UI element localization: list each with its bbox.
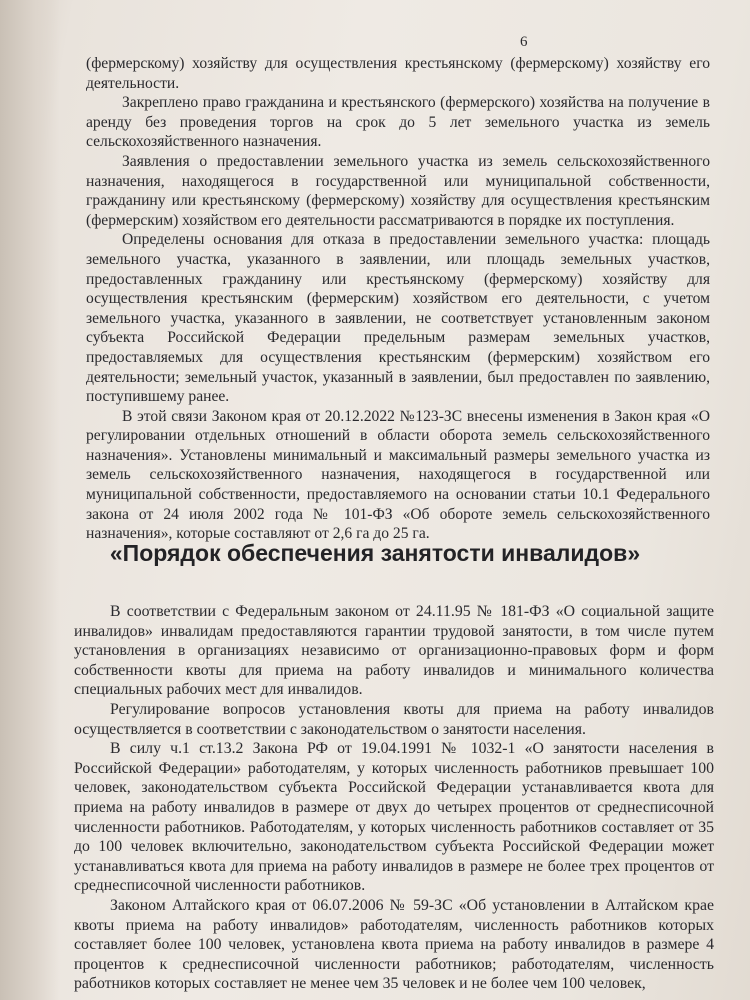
land-regulation-section <box>86 54 710 544</box>
paragraph-employment-law-quota: В силу ч.1 ст.13.2 Закона РФ от 19.04.1991 № 1032-1 «О занятости населения в Российской Федерации» работодателям, у которых численность работников превышает 100 человек, законодательством субъекта Российской Федерации устанавливается квота для приема на работу инвалидов в размере от двух до четырех процентов от среднесписочной численности работников. Работодателям, у которых численность работников составляет от 35 до 100 человек включительно, законодательством субъекта Российской Федерации может устанавливаться квота для приема на работу инвалидов в размере не более трех процентов от среднесписочной численности работников. <box>74 740 714 895</box>
paragraph-regional-law-changes: В этой связи Законом края от 20.12.2022 №123-ЗС внесены изменения в Закон края «О регулировании отдельных отношений в области оборота земель сельскохозяйственного назначения». Установлены минимальный и максимальный размеры земельного участка из земель сельскохозяйственного назначения, находящегося в государственной или муниципальной собственности, предоставляемого на основании статьи 10.1 Федерального закона от 24 июля 2002 года № 101-ФЗ «Об обороте земель сельскохозяйственного назначения», которые составляют от 2,6 га до 25 га. <box>86 407 710 543</box>
section-heading: «Порядок обеспечения занятости инвалидов» <box>109 540 641 566</box>
disability-employment-section <box>74 602 714 994</box>
paragraph-continuation: (фермерскому) хозяйству для осуществления крестьянскому (фермерскому) хозяйству его деятельности. <box>86 55 710 92</box>
paper-edge-shadow <box>0 0 60 1000</box>
paragraph-altai-law-quota: Законом Алтайского края от 06.07.2006 № 59-ЗС «Об установлении в Алтайском крае квоты приема на работу инвалидов» работодателям, численность работников которых составляет более 100 человек, установлена квота приема на работу инвалидов в размере 4 процентов к среднесписочной численности работников; работодателям, численность работников которых составляет не менее чем 35 человек и не более чем 100 человек, <box>74 896 714 993</box>
paragraph-refusal-grounds: Определены основания для отказа в предоставлении земельного участка: площадь земельного участка, указанного в заявлении, или площадь земельных участков, предоставленных гражданину или крестьянскому (фермерскому) хозяйству для осуществления крестьянским (фермерским) хозяйством его деятельности, с учетом земельного участка, указанного в заявлении, не соответствует установленным законом субъекта Российской Федерации предельным размерам земельных участков, предоставляемых для осуществления крестьянским (фермерским) хозяйством его деятельности; земельный участок, указанный в заявлении, был предоставлен по заявлению, поступившему ранее. <box>86 231 710 406</box>
paragraph-quota-regulation: Регулирование вопросов установления квоты для приема на работу инвалидов осуществляется в соответствии с законодательством о занятости населения. <box>74 700 714 738</box>
paragraph-lease-right: Закреплено право гражданина и крестьянского (фермерского) хозяйства на получение в аренду без проведения торгов на срок до 5 лет земельного участка из земель сельскохозяйственного назначения. <box>86 94 710 151</box>
paragraph-federal-law-guarantees: В соответствии с Федеральным законом от 24.11.95 № 181-ФЗ «О социальной защите инвалидов» инвалидам предоставляются гарантии трудовой занятости, в том числе путем установления в организациях независимо от организационно-правовых форм и форм собственности квоты для приема на работу инвалидов и минимального количества специальных рабочих мест для инвалидов. <box>74 603 714 699</box>
paragraph-applications-order: Заявления о предоставлении земельного участка из земель сельскохозяйственного назначения, находящегося в государственной или муниципальной собственности, гражданину или крестьянскому (фермерскому) хозяйству для осуществления крестьянским (фермерским) хозяйством его деятельности рассматриваются в порядке их поступления. <box>86 152 710 229</box>
page-number: 6 <box>520 34 528 50</box>
